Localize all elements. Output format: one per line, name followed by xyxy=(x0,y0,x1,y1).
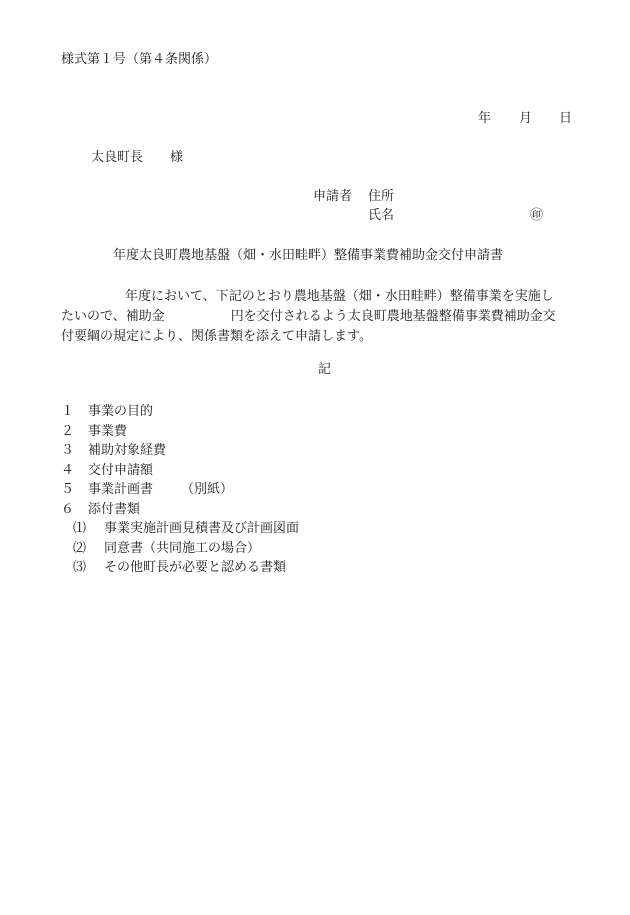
date-day-label: 日 xyxy=(559,111,573,126)
sub-item-label: 同意書（共同施工の場合） xyxy=(104,540,261,556)
sub-list-item xyxy=(61,519,299,539)
item-label: 補助対象経費 xyxy=(88,443,167,458)
applicant-label: 申請者 xyxy=(313,189,353,204)
body-line-1: 年度において、下記のとおり農地基盤（畑・水田畦畔）整備事業を実施し xyxy=(125,289,554,304)
item-number: ２ xyxy=(61,423,75,439)
list-item xyxy=(61,480,299,500)
list-item xyxy=(61,402,299,422)
list-item xyxy=(61,441,299,461)
item-extra-note: （別紙） xyxy=(181,482,234,497)
list-item xyxy=(61,422,299,442)
date-year-label: 年 xyxy=(478,111,492,126)
date-month-label: 月 xyxy=(519,111,533,126)
item-label: 事業計画書 xyxy=(88,482,154,497)
body-line-3: 付要綱の規定により、関係書類を添えて申請します。 xyxy=(61,329,372,344)
sub-item-number: ⑶ xyxy=(73,560,87,575)
sub-item-label: その他町長が必要と認める書類 xyxy=(104,560,287,575)
seal-icon: ㊞ xyxy=(530,208,544,223)
sub-list-item xyxy=(61,558,299,578)
item-label: 交付申請額 xyxy=(88,462,154,478)
ki-heading: 記 xyxy=(318,362,332,377)
item-number: １ xyxy=(61,404,75,419)
item-number: ６ xyxy=(61,501,75,517)
item-number: ３ xyxy=(61,443,75,458)
item-label: 事業の目的 xyxy=(88,404,154,419)
sub-item-number: ⑴ xyxy=(73,521,87,536)
item-label: 添付書類 xyxy=(88,501,141,517)
document-title: 年度太良町農地基盤（畑・水田畦畔）整備事業費補助金交付申請書 xyxy=(113,248,504,263)
item-number: ４ xyxy=(61,462,75,478)
body-paragraph xyxy=(61,287,576,347)
form-number: 様式第１号（第４条関係） xyxy=(61,52,218,67)
sub-item-label: 事業実施計画見積書及び計画図面 xyxy=(104,521,300,536)
items-list xyxy=(61,402,299,578)
name-label: 氏名 xyxy=(368,208,395,223)
body-line-2: たいので、補助金 円を交付されるよう太良町農地基盤整備事業費補助金交 xyxy=(61,309,556,324)
list-item xyxy=(61,461,299,481)
list-item xyxy=(61,500,299,520)
addressee-name: 太良町長 xyxy=(91,150,144,165)
addressee-honorific: 様 xyxy=(170,150,184,165)
item-number: ５ xyxy=(61,482,75,497)
address-label: 住所 xyxy=(368,189,395,204)
sub-item-number: ⑵ xyxy=(73,540,87,556)
item-label: 事業費 xyxy=(88,423,128,439)
sub-list-item xyxy=(61,539,299,559)
